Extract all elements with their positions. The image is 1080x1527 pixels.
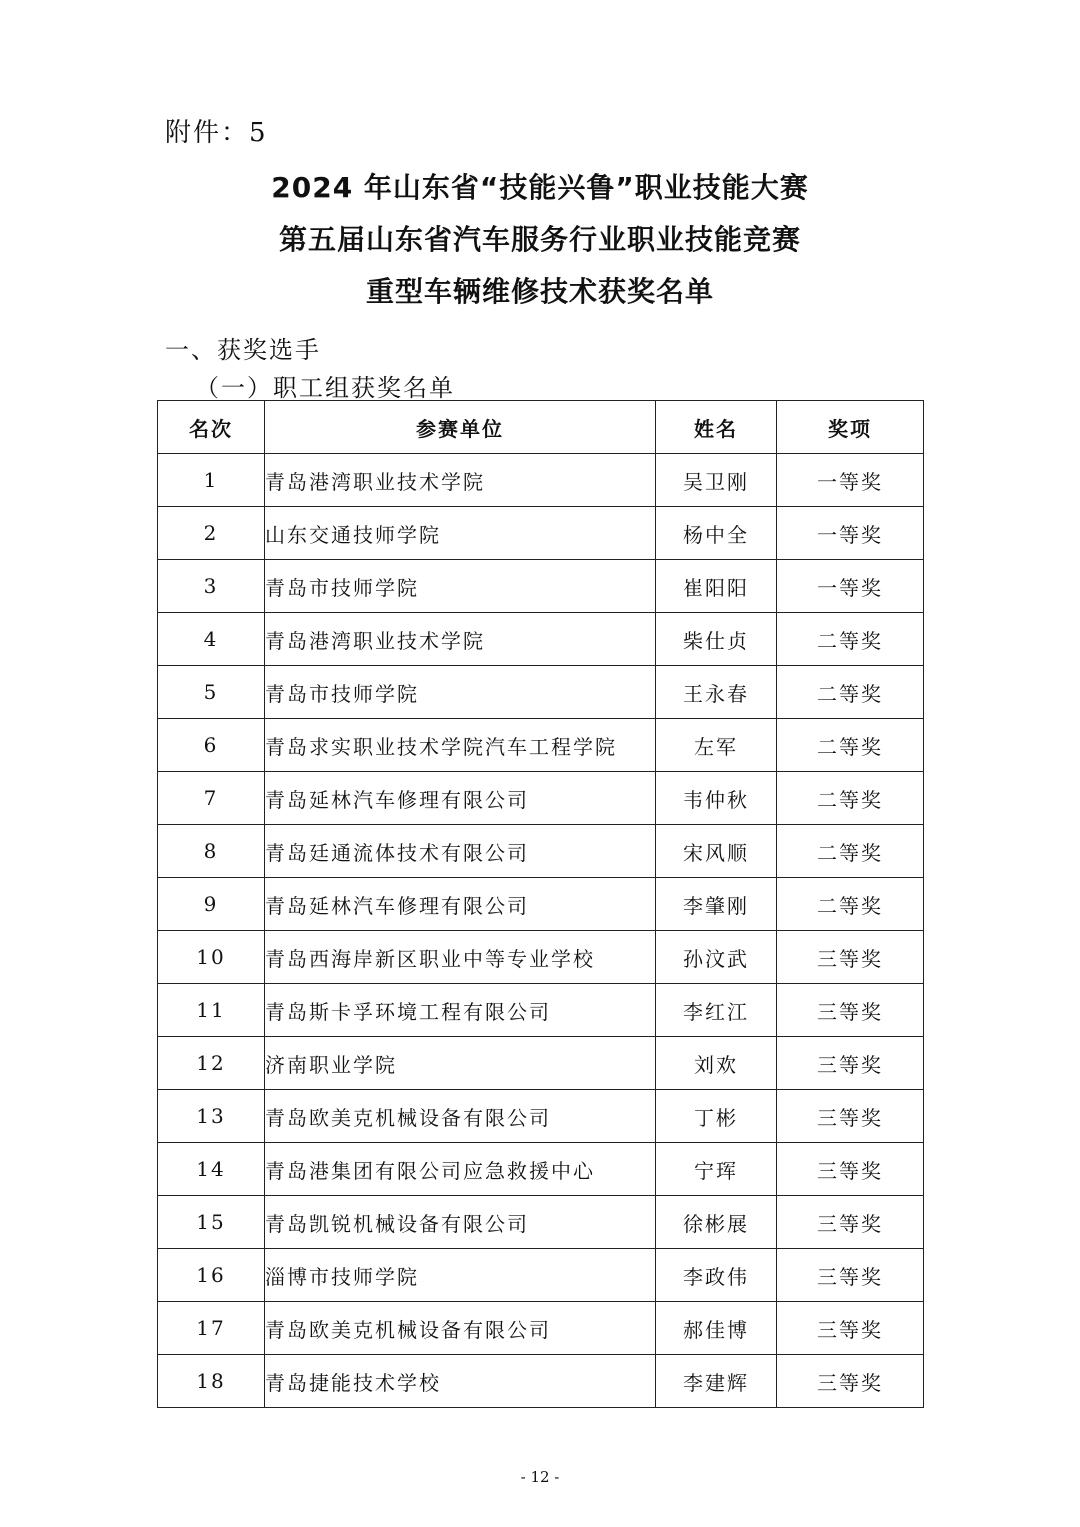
table-row: [158, 1196, 924, 1249]
cell-unit: 青岛市技师学院: [265, 666, 656, 719]
cell-unit: 青岛欧美克机械设备有限公司: [265, 1090, 656, 1143]
table-row: [158, 1355, 924, 1408]
cell-award: 三等奖: [777, 931, 924, 984]
table-row: [158, 878, 924, 931]
cell-name: 郝佳博: [656, 1302, 777, 1355]
table-body: [158, 454, 924, 1408]
table-row: [158, 1090, 924, 1143]
cell-award: 一等奖: [777, 560, 924, 613]
cell-name: 杨中全: [656, 507, 777, 560]
cell-name: 李红江: [656, 984, 777, 1037]
cell-award: 二等奖: [777, 772, 924, 825]
cell-award: 二等奖: [777, 825, 924, 878]
cell-name: 王永春: [656, 666, 777, 719]
table-row: [158, 613, 924, 666]
cell-name: 吴卫刚: [656, 454, 777, 507]
cell-unit: 淄博市技师学院: [265, 1249, 656, 1302]
table-row: [158, 984, 924, 1037]
cell-rank: 10: [158, 931, 265, 984]
cell-award: 二等奖: [777, 666, 924, 719]
cell-unit: 青岛港湾职业技术学院: [265, 613, 656, 666]
cell-award: 三等奖: [777, 1302, 924, 1355]
cell-rank: 6: [158, 719, 265, 772]
header-award: 奖项: [777, 401, 924, 454]
cell-rank: 17: [158, 1302, 265, 1355]
cell-unit: 青岛求实职业技术学院汽车工程学院: [265, 719, 656, 772]
cell-award: 三等奖: [777, 1249, 924, 1302]
cell-rank: 18: [158, 1355, 265, 1408]
table-row: [158, 1249, 924, 1302]
table-row: [158, 666, 924, 719]
cell-unit: 青岛斯卡孚环境工程有限公司: [265, 984, 656, 1037]
cell-name: 崔阳阳: [656, 560, 777, 613]
cell-unit: 青岛延林汽车修理有限公司: [265, 772, 656, 825]
subsection-heading: （一）职工组获奖名单: [195, 374, 455, 402]
cell-award: 三等奖: [777, 1196, 924, 1249]
table-row: [158, 560, 924, 613]
table-row: [158, 454, 924, 507]
cell-award: 二等奖: [777, 878, 924, 931]
cell-unit: 山东交通技师学院: [265, 507, 656, 560]
table-header-row: [158, 401, 924, 454]
cell-rank: 7: [158, 772, 265, 825]
cell-name: 李政伟: [656, 1249, 777, 1302]
cell-rank: 4: [158, 613, 265, 666]
document-title-line-3: 重型车辆维修技术获奖名单: [365, 275, 714, 308]
cell-unit: 青岛欧美克机械设备有限公司: [265, 1302, 656, 1355]
cell-unit: 青岛港集团有限公司应急救援中心: [265, 1143, 656, 1196]
cell-name: 宁珲: [656, 1143, 777, 1196]
cell-award: 三等奖: [777, 1037, 924, 1090]
cell-rank: 8: [158, 825, 265, 878]
table-row: [158, 1143, 924, 1196]
cell-name: 丁彬: [656, 1090, 777, 1143]
cell-unit: 青岛捷能技术学校: [265, 1355, 656, 1408]
table-row: [158, 825, 924, 878]
cell-rank: 3: [158, 560, 265, 613]
cell-award: 三等奖: [777, 984, 924, 1037]
cell-award: 二等奖: [777, 719, 924, 772]
table-row: [158, 719, 924, 772]
cell-name: 左军: [656, 719, 777, 772]
header-name: 姓名: [656, 401, 777, 454]
cell-unit: 青岛凯锐机械设备有限公司: [265, 1196, 656, 1249]
cell-name: 宋风顺: [656, 825, 777, 878]
table-row: [158, 931, 924, 984]
cell-rank: 12: [158, 1037, 265, 1090]
page-number: - 12 -: [520, 1468, 560, 1486]
cell-name: 孙汶武: [656, 931, 777, 984]
cell-award: 一等奖: [777, 454, 924, 507]
cell-unit: 济南职业学院: [265, 1037, 656, 1090]
cell-award: 二等奖: [777, 613, 924, 666]
cell-rank: 11: [158, 984, 265, 1037]
table-row: [158, 1037, 924, 1090]
section-heading: 一、获奖选手: [165, 336, 321, 364]
cell-rank: 1: [158, 454, 265, 507]
cell-rank: 9: [158, 878, 265, 931]
header-rank: 名次: [158, 401, 265, 454]
cell-rank: 13: [158, 1090, 265, 1143]
cell-name: 柴仕贞: [656, 613, 777, 666]
cell-rank: 14: [158, 1143, 265, 1196]
table-row: [158, 1302, 924, 1355]
cell-name: 韦仲秋: [656, 772, 777, 825]
table-row: [158, 507, 924, 560]
cell-rank: 2: [158, 507, 265, 560]
cell-name: 李建辉: [656, 1355, 777, 1408]
document-title-line-1: 2024 年山东省“技能兴鲁”职业技能大赛: [271, 171, 809, 204]
cell-name: 徐彬展: [656, 1196, 777, 1249]
table-row: [158, 772, 924, 825]
cell-unit: 青岛西海岸新区职业中等专业学校: [265, 931, 656, 984]
cell-name: 李肇刚: [656, 878, 777, 931]
cell-award: 一等奖: [777, 507, 924, 560]
cell-unit: 青岛廷通流体技术有限公司: [265, 825, 656, 878]
cell-award: 三等奖: [777, 1143, 924, 1196]
document-title-line-2: 第五届山东省汽车服务行业职业技能竞赛: [278, 223, 801, 256]
attachment-label: 附件：5: [165, 118, 268, 148]
cell-rank: 15: [158, 1196, 265, 1249]
awards-table: [157, 400, 924, 1408]
cell-name: 刘欢: [656, 1037, 777, 1090]
cell-award: 三等奖: [777, 1355, 924, 1408]
cell-unit: 青岛港湾职业技术学院: [265, 454, 656, 507]
cell-unit: 青岛市技师学院: [265, 560, 656, 613]
cell-rank: 16: [158, 1249, 265, 1302]
cell-rank: 5: [158, 666, 265, 719]
cell-unit: 青岛延林汽车修理有限公司: [265, 878, 656, 931]
header-unit: 参赛单位: [265, 401, 656, 454]
cell-award: 三等奖: [777, 1090, 924, 1143]
